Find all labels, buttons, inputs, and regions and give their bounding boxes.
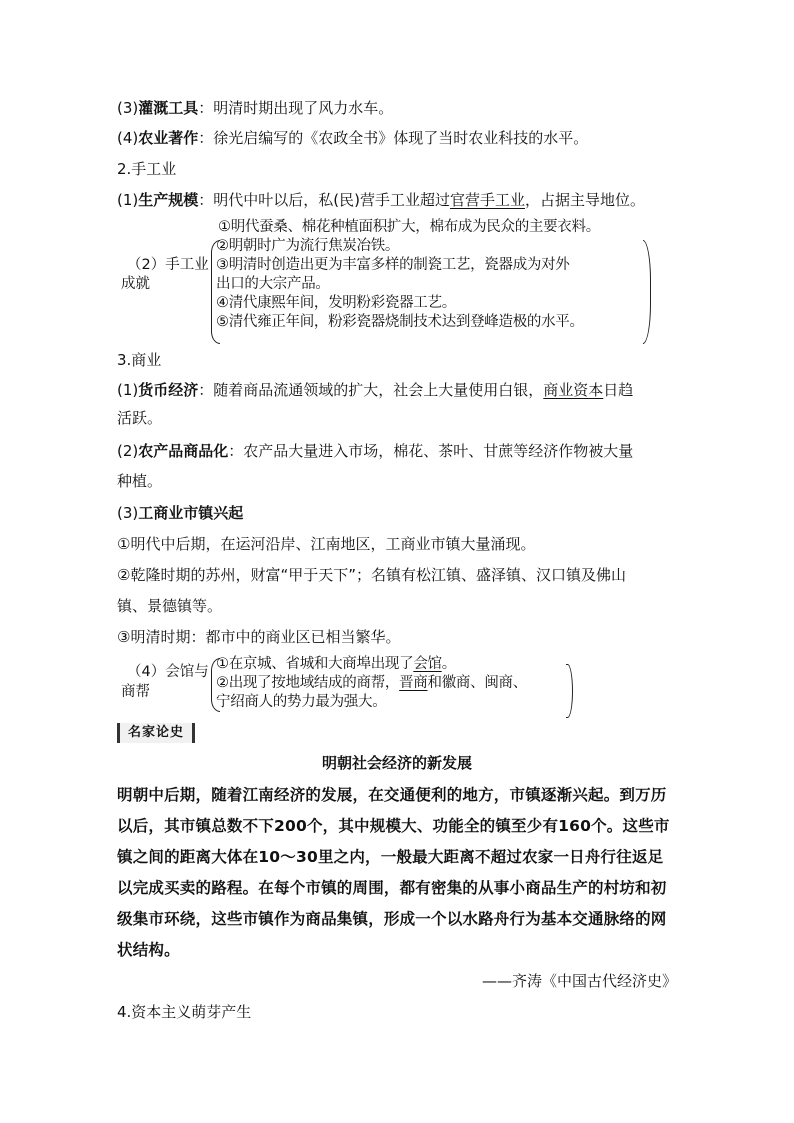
agri-commercialization-line: (2)农产品商品化：农产品大量进入市场，棉花、茶叶、甘蔗等经济作物被大量 (117, 442, 634, 460)
market-towns-point-1: ①明代中后期，在运河沿岸、江南地区，工商业市镇大量涌现。 (117, 535, 536, 553)
right-paren (643, 240, 651, 344)
achievements-label-1: （2）手工业 (127, 257, 209, 273)
guilds-label-1: （4）会馆与 (127, 664, 209, 680)
achievement-item: ⑤清代雍正年间，粉彩瓷器烧制技术达到登峰造极的水平。 (216, 314, 584, 330)
guild-item: 宁绍商人的势力最为强大。 (216, 694, 387, 710)
essay-line: 级集市环绕，这些市镇作为商品集镇，形成一个以水路舟行为基本交通脉络的网 (117, 910, 667, 928)
guild-item: ①在京城、省城和大商埠出现了会馆。 (216, 656, 456, 672)
achievement-item: ④清代康熙年间，发明粉彩瓷器工艺。 (216, 295, 456, 311)
handicraft-heading: 2.手工业 (117, 160, 177, 178)
agricultural-books-line: (4)农业著作：徐光启编写的《农政全书》体现了当时农业科技的水平。 (117, 129, 589, 147)
market-towns-point-3: ③明清时期：都市中的商业区已相当繁华。 (117, 628, 401, 646)
market-towns-heading: (3)工商业市镇兴起 (117, 504, 244, 522)
production-scale-line: (1)生产规模：明代中叶以后，私(民)营手工业超过官营手工业，占据主导地位。 (117, 191, 646, 209)
commerce-heading: 3.商业 (117, 351, 162, 369)
essay-source: ——齐涛《中国古代经济史》 (481, 972, 677, 990)
right-paren (566, 664, 573, 718)
money-economy-line-2: 活跃。 (117, 409, 163, 427)
market-towns-point-2: ②乾隆时期的苏州，财富“甲于天下”；名镇有松江镇、盛泽镇、汉口镇及佛山 (117, 566, 626, 584)
essay-line: 以完成买卖的路程。在每个市镇的周围，都有密集的从事小商品生产的村坊和初 (117, 879, 667, 897)
essay-title: 明朝社会经济的新发展 (321, 754, 472, 772)
capitalism-heading: 4.资本主义萌芽产生 (117, 1003, 252, 1021)
section-tag: 名家论史 (117, 723, 195, 743)
achievement-item: 出口的大宗产品。 (216, 276, 330, 292)
essay-line: 以后，其市镇总数不下200个，其中规模大、功能全的镇至少有160个。这些市 (117, 817, 670, 835)
essay-line: 状结构。 (117, 941, 180, 959)
agri-commercialization-line-2: 种植。 (117, 472, 163, 490)
achievement-item: ②明朝时广为流行焦炭冶铁。 (216, 238, 400, 254)
achievement-item: ①明代蚕桑、棉花种植面积扩大，棉布成为民众的主要衣料。 (218, 219, 600, 235)
achievement-item: ③明清时创造出更为丰富多样的制瓷工艺，瓷器成为对外 (216, 257, 570, 273)
essay-line: 明朝中后期，随着江南经济的发展，在交通便利的地方，市镇逐渐兴起。到万历 (117, 786, 667, 804)
achievements-label-2: 成就 (121, 276, 150, 292)
guild-item: ②出现了按地域结成的商帮，晋商和徽商、闽商、 (216, 675, 527, 691)
money-economy-line: (1)货币经济：随着商品流通领域的扩大，社会上大量使用白银，商业资本日趋 (117, 381, 634, 399)
market-towns-point-2-cont: 镇、景德镇等。 (117, 597, 223, 615)
essay-line: 镇之间的距离大体在10～30里之内，一般最大距离不超过农家一日舟行往返足 (117, 848, 664, 866)
irrigation-tools-line: (3)灌溉工具：明清时期出现了风力水车。 (117, 99, 394, 117)
guilds-label-2: 商帮 (121, 684, 150, 700)
